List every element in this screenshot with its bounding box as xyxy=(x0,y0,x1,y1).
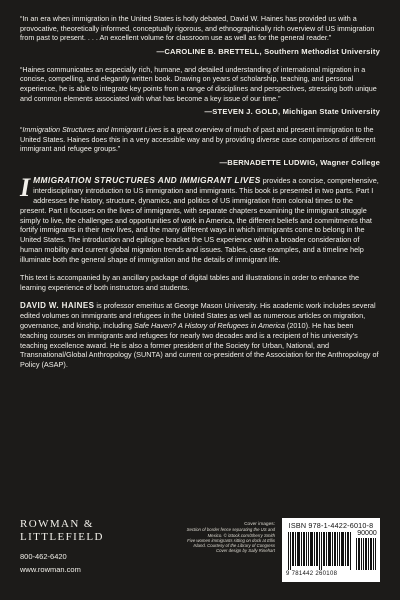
publisher-website: www.rowman.com xyxy=(20,565,81,574)
publisher-name-line1: ROWMAN & xyxy=(20,518,94,530)
blurb-ludwig-text: is a great overview of much of past and present immigration to the United States. Haines does this in a very accessible way and by providing diverse case comparisons of different immigrant and refugee groups.” xyxy=(20,125,376,154)
price-barcode-icon xyxy=(356,538,376,570)
barcode-box xyxy=(282,518,380,582)
barcode-icon xyxy=(288,532,352,570)
attribution-gold: —STEVEN J. GOLD, Michigan State University xyxy=(204,107,380,117)
cover-credits xyxy=(165,522,275,554)
description-text: provides a concise, comprehensive, interdisciplinary introduction to US immigration and immigrants. This book is presented in two parts. Part I addresses the history, structure, dynamics, and politics of US immigration from colonial times to the present. Part II focuses on the lives of immigrants, with separate chapters examining the immigrant struggle simply to live, the challenges and opportunities of work in America, the different beliefs and commitments that fortify immigrants in their new lives, and the many different ways in which immigrants come to belong in the United States. The introduction and epilogue bracket the US experience within a broader consideration of human mobility and current global migration trends and issues. Tables, case examples, and a timeline help illuminate both the general shape of immigration and the details of immigrant life. xyxy=(20,175,379,265)
credits-line: Mexico. © iStock.com/Sherry Smith xyxy=(207,532,275,538)
publisher-phone: 800-462-6420 xyxy=(20,552,67,561)
bio-book-title: Safe Haven? A History of Refugees in America xyxy=(134,320,285,330)
credits-heading: Cover images: xyxy=(244,522,275,527)
ancillary-note: This text is accompanied by an ancillary package of digital tables and illustrations in order to enhance the learning experience of both instructors and students. xyxy=(20,273,360,292)
open-quote: “ xyxy=(20,125,23,135)
blurb-book-title: Immigration Structures and Immigrant Lives xyxy=(22,125,162,135)
blurb-ludwig xyxy=(20,125,380,154)
publisher-block xyxy=(20,518,130,574)
credits-line: Island. Courtesy of the Library of Congress xyxy=(193,543,275,549)
isbn-text: ISBN 978-1-4422-6010-8 xyxy=(288,521,374,530)
price-code: 90000 xyxy=(357,530,377,537)
author-name: DAVID W. HAINES xyxy=(20,300,95,310)
credits-line: Section of border fence separating the US and xyxy=(186,527,275,533)
attribution-brettell: —CAROLINE B. BRETTELL, Southern Methodist University xyxy=(156,46,380,56)
back-cover-content xyxy=(20,14,380,370)
description-title: MMIGRATION STRUCTURES AND IMMIGRANT LIVES xyxy=(33,174,261,185)
blurb-gold: “Haines communicates an especially rich, humane, and detailed understanding of international migration in a concise, compelling, and elegantly written book. Drawing on years of scholarship, teaching, and personal experience, he is able to integrate key points from a range of disciplines and perspectives, stressing both unique and common elements associated with what has become a key issue of our time.” xyxy=(20,64,377,103)
barcode-digits: 9 781442 260108 xyxy=(286,571,338,577)
author-bio xyxy=(20,301,380,370)
blurb-brettell: “In an era when immigration in the United States is hotly debated, David W. Haines has provided us with a provocative, theoretically informed, conceptually rigorous, and ethnographically rich overview of US immigration from past to present. . . . An excellent volume for classroom use as well as for the general reader.” xyxy=(20,14,375,43)
book-description xyxy=(20,172,380,265)
publisher-logo xyxy=(20,518,130,544)
credits-line: Five women immigrants sitting on dock at Ellis xyxy=(187,537,275,543)
bio-text-2: (2010). He has been teaching courses on immigrants and refugees for nearly two decades and is a recipient of his university’s teaching excellence award. He is also a former president of the Society for Urban, National, and Transnational/Global Anthropology (SUNTA) and current co-president of the Association for the Anthropology of Policy (ASAP). xyxy=(20,320,379,370)
drop-cap: I xyxy=(20,172,31,202)
credits-line: Cover design by Sally Rinehart xyxy=(216,548,275,554)
cover-footer xyxy=(20,518,380,596)
publisher-name-line2: LITTLEFIELD xyxy=(20,531,104,543)
bio-text-1: is professor emeritus at George Mason University. His academic work includes several edited volumes on immigrants and refugees in the United States as well as numerous articles on migration, governance, and kinship, including xyxy=(20,300,376,330)
attribution-ludwig: —BERNADETTE LUDWIG, Wagner College xyxy=(219,157,380,167)
